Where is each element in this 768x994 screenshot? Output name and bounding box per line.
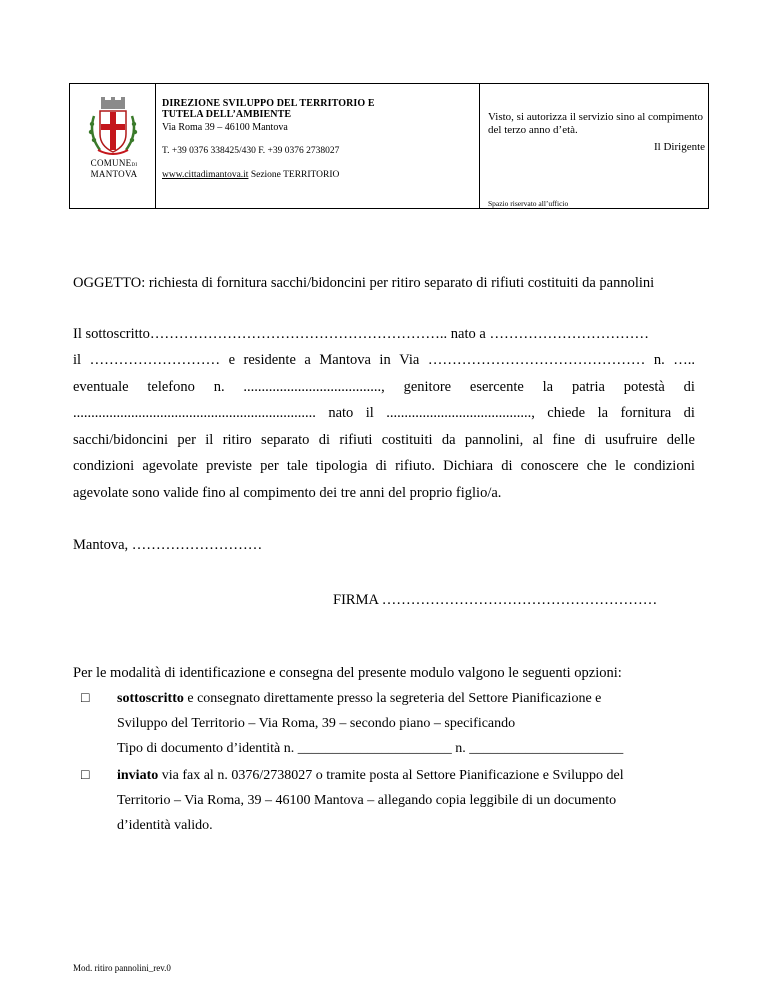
word: il [365,405,374,421]
department-name [162,98,375,120]
logo-cell [70,84,156,208]
word: pannolini, [464,432,524,448]
word: di [318,432,330,448]
authorization-text: Visto, si autorizza il servizio sino al compimento del terzo anno d’età. [488,111,704,136]
word: delle [666,432,695,448]
word: esercente [469,379,524,395]
word: il [205,432,214,448]
option2-line3: d’identità valido. [117,818,213,833]
word: condizioni [73,458,135,474]
word: tipologia [315,458,368,474]
option2-checkbox[interactable]: □ [81,768,90,783]
word: eventuale [73,379,129,395]
word: separato [261,432,310,448]
word: di [584,432,596,448]
word: a [304,352,311,368]
logo-caption [82,159,146,179]
form-code: Mod. ritiro pannolini_rev.0 [73,963,171,973]
logo-line1: COMUNE [90,158,132,168]
option2-bold: inviato [117,768,159,783]
body-line-5 [73,432,695,449]
word: di [375,458,387,474]
word: n. [213,379,225,395]
body-line-4 [73,405,695,422]
word: Dichiara [443,458,494,474]
word: patria [571,379,605,395]
word: rifiuti [339,432,373,448]
word: chiede [547,405,586,421]
department-line1: DIREZIONE SVILUPPO DEL TERRITORIO E [162,98,375,109]
word: rifiuto. [395,458,435,474]
comune-di-mantova-crest-icon [86,96,140,158]
word: di [501,458,513,474]
body-line-2 [73,352,695,369]
word: che [586,458,607,474]
subject-line: OGGETTO: richiesta di fornitura sacchi/bidoncini per ritiro separato di rifiuti costituiti da pannolini [73,275,655,291]
word: per [260,458,279,474]
option2-line1 [117,768,624,784]
phone-fax: T. +39 0376 338425/430 F. +39 0376 2738027 [162,146,340,156]
word: le [615,458,626,474]
word: ….. [673,352,695,368]
reserved-space-label: Spazio riservato all’ufficio [488,199,569,208]
department-line2: TUTELA DELL’AMBIENTE [162,109,292,120]
word: fornitura [620,405,672,421]
word: in [379,352,391,368]
word: previste [206,458,252,474]
logo-line2: MANTOVA [90,169,138,179]
word: conoscere [520,458,579,474]
header-table [69,83,709,209]
option1-line1 [117,691,601,707]
word: usufruire [605,432,658,448]
word: ......................................, [243,379,385,395]
word: potestà [623,379,665,395]
office-cell [480,84,708,208]
word: residente [243,352,296,368]
word: Mantova [319,352,371,368]
word: condizioni [633,458,695,474]
word: fine [552,432,576,448]
body-line-3 [73,379,695,396]
word: genitore [403,379,452,395]
word: la [597,405,609,421]
department-address: Via Roma 39 – 46100 Mantova [162,122,288,133]
signatory-label: Il Dirigente [654,141,706,153]
option1-rest: e consegnato direttamente presso la segreteria del Settore Pianificazione e [183,691,602,706]
option1-bold: sottoscritto [117,691,184,706]
website-suffix: Sezione TERRITORIO [248,170,340,180]
word: n. [653,352,665,368]
body-line-7: agevolate sono valide fino al compimento dei tre anni del proprio figlio/a. [73,485,502,501]
word: da [441,432,456,448]
word: ritiro [222,432,252,448]
word: di [683,405,695,421]
word: al [532,432,544,448]
word: e [228,352,236,368]
option1-checkbox[interactable]: □ [81,691,90,706]
website-line [162,170,339,180]
word: per [177,432,196,448]
website-link[interactable]: www.cittadimantova.it [162,170,249,180]
option1-line3: Tipo di documento d’identità n. ______________________ n. ______________________ [117,741,624,756]
signature-field: FIRMA ………………………………………………… [333,592,658,608]
word: ................................................................... [73,405,316,421]
word: ……………………………………… [427,352,646,368]
option1-line2: Sviluppo del Territorio – Via Roma, 39 – secondo piano – specificando [117,716,516,731]
word: telefono [147,379,195,395]
word: la [542,379,554,395]
option2-rest: via fax al n. 0376/2738027 o tramite posta al Settore Pianificazione e Sviluppo del [158,768,624,783]
department-cell [156,84,480,208]
word: Via [399,352,420,368]
word: ........................................, [386,405,535,421]
body-line-6 [73,458,695,475]
logo-line1-small: DI [131,163,138,168]
body-line-1: Il sottoscritto…………………………………………………….. nato a …………………………… [73,326,649,342]
word: di [683,379,695,395]
word: nato [328,405,354,421]
word: agevolate [142,458,198,474]
option2-line2: Territorio – Via Roma, 39 – 46100 Mantova – allegando copia leggibile di un documento [117,793,617,808]
word: il [73,352,82,368]
word: tale [286,458,308,474]
word: ……………………… [89,352,221,368]
word: costituiti [381,432,433,448]
word: sacchi/bidoncini [73,432,169,448]
place-date-field: Mantova, ……………………… [73,537,263,553]
options-intro: Per le modalità di identificazione e consegna del presente modulo valgono le seguenti opzioni: [73,665,622,681]
